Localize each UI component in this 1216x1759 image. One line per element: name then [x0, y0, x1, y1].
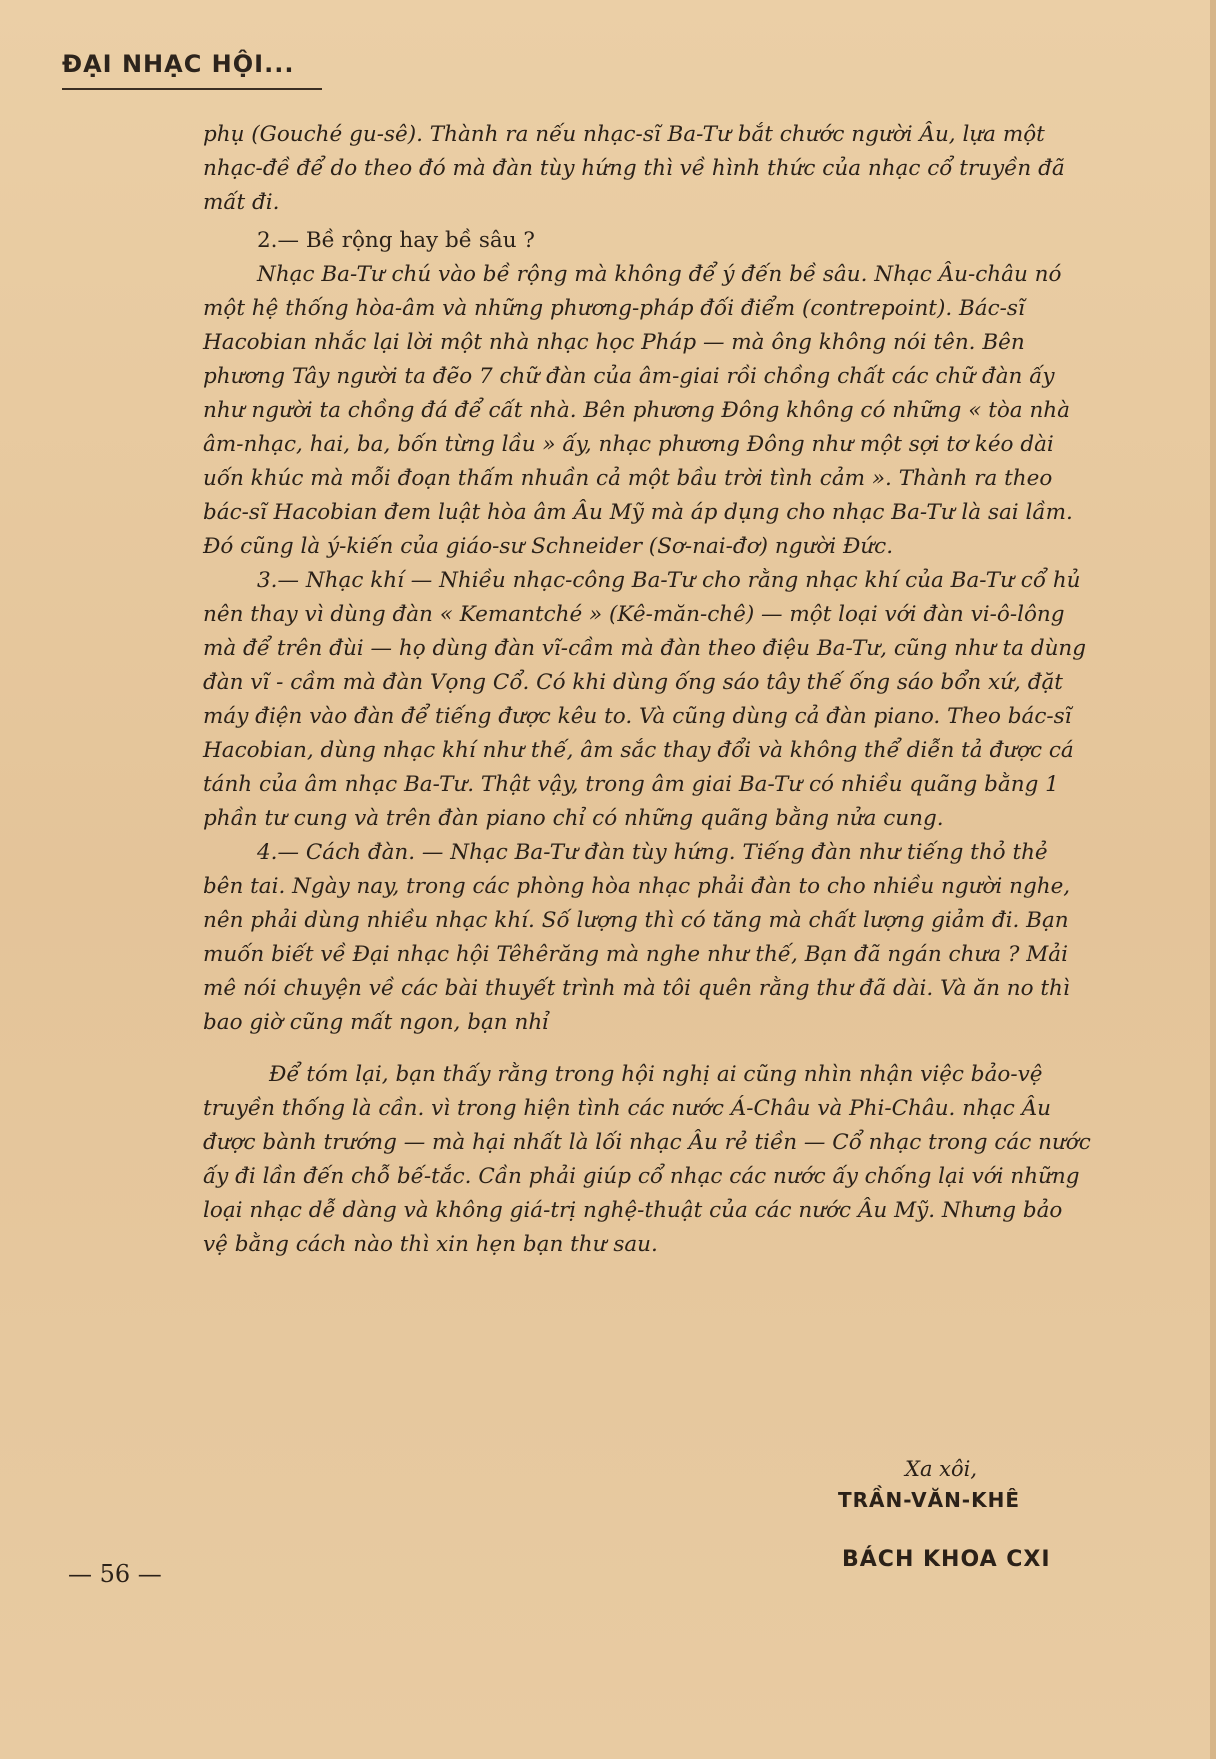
article-body	[203, 118, 1093, 1262]
header-rule	[62, 88, 322, 90]
author-name: TRẦN-VĂN-KHÊ	[838, 1488, 1020, 1512]
paragraph: 4.— Cách đàn. — Nhạc Ba-Tư đàn tùy hứng. Tiếng đàn như tiếng thỏ thẻ bên tai. Ngày nay, trong các phòng hòa nhạc phải đàn to cho nhiều người nghe, nên phải dùng nhiều nhạc khí. Số lượng thì có tăng mà chất lượng giảm đi. Bạn muốn biết về Đại nhạc hội Têhêrăng mà nghe như thế, Bạn đã ngán chưa ? Mải mê nói chuyện về các bài thuyết trình mà tôi quên rằng thư đã dài. Và ăn no thì bao giờ cũng mất ngon, bạn nhỉ	[203, 840, 1071, 1035]
page-edge	[1210, 0, 1216, 1759]
publication-name: BÁCH KHOA CXI	[842, 1547, 1051, 1572]
summary-paragraph: Để tóm lại, bạn thấy rằng trong hội nghị ai cũng nhìn nhận việc bảo-vệ truyền thống là cần. vì trong hiện tình các nước Á-Châu và Phi-Châu. nhạc Âu được bành trướng — mà hại nhất là lối nhạc Âu rẻ tiền — Cổ nhạc trong các nước ấy đi lần đến chỗ bế-tắc. Cần phải giúp cổ nhạc các nước ấy chống lại với những loại nhạc dễ dàng và không giá-trị nghệ-thuật của các nước Âu Mỹ. Nhưng bảo vệ bằng cách nào thì xin hẹn bạn thư sau.	[203, 1062, 1091, 1257]
page-number: — 56 —	[68, 1560, 162, 1588]
running-title: ĐẠI NHẠC HỘI...	[62, 50, 295, 78]
paragraph: phụ (Gouché gu-sê). Thành ra nếu nhạc-sĩ Ba-Tư bắt chước người Âu, lựa một nhạc-đề để do theo đó mà đàn tùy hứng thì về hình thức của nhạc cổ truyền đã mất đi.	[203, 122, 1065, 215]
paragraph: 3.— Nhạc khí — Nhiều nhạc-công Ba-Tư cho rằng nhạc khí của Ba-Tư cổ hủ nên thay vì dùng đàn « Kemantché » (Kê-măn-chê) — một loại với đàn vi-ô-lông mà để trên đùi — họ dùng đàn vĩ-cầm mà đàn theo điệu Ba-Tư, cũng như ta dùng đàn vĩ - cầm mà đàn Vọng Cổ. Có khi dùng ống sáo tây thế ống sáo bổn xứ, đặt máy điện vào đàn để tiếng được kêu to. Và cũng dùng cả đàn piano. Theo bác-sĩ Hacobian, dùng nhạc khí như thế, âm sắc thay đổi và không thể diễn tả được cá tánh của âm nhạc Ba-Tư. Thật vậy, trong âm giai Ba-Tư có nhiều quãng bằng 1 phần tư cung và trên đàn piano chỉ có những quãng bằng nửa cung.	[203, 568, 1087, 831]
salutation: Xa xôi,	[905, 1457, 978, 1481]
section-heading: 2.— Bề rộng hay bề sâu ?	[257, 228, 535, 253]
paragraph: Nhạc Ba-Tư chú vào bề rộng mà không để ý đến bề sâu. Nhạc Âu-châu nó một hệ thống hòa-âm và những phương-pháp đối điểm (contrepoint). Bác-sĩ Hacobian nhắc lại lời một nhà nhạc học Pháp — mà ông không nói tên. Bên phương Tây người ta đẽo 7 chữ đàn của âm-giai rồi chồng chất các chữ đàn ấy như người ta chồng đá để cất nhà. Bên phương Đông không có những « tòa nhà âm-nhạc, hai, ba, bốn từng lầu » ấy, nhạc phương Đông như một sợi tơ kéo dài uốn khúc mà mỗi đoạn thấm nhuần cả một bầu trời tình cảm ». Thành ra theo bác-sĩ Hacobian đem luật hòa âm Âu Mỹ mà áp dụng cho nhạc Ba-Tư là sai lầm. Đó cũng là ý-kiến của giáo-sư Schneider (Sơ-nai-đơ) người Đức.	[203, 262, 1073, 559]
